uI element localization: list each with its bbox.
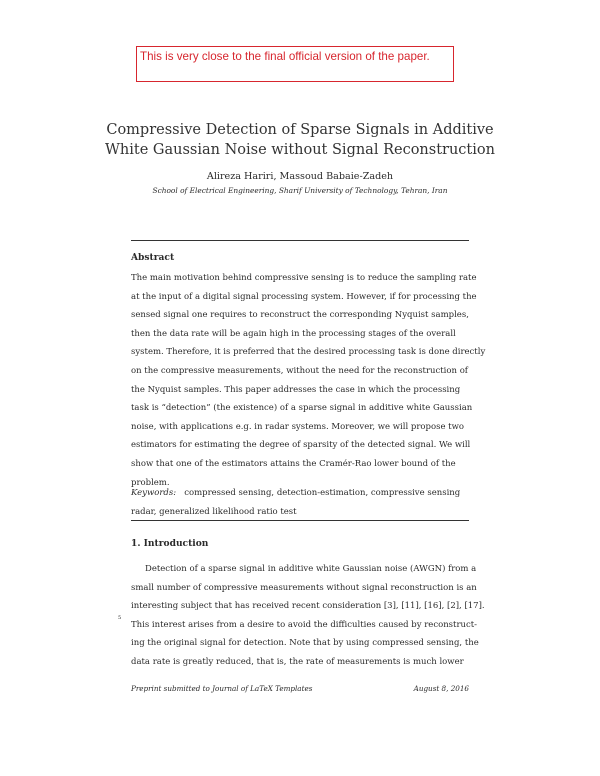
keywords-label: Keywords: [131,488,177,498]
intro-line: This interest arises from a desire to avoid the difficulties caused by reconstruct- [131,619,478,630]
abstract-line: on the compressive measurements, without the need for the reconstruction of [131,365,468,376]
keywords [131,484,469,521]
preprint-note: Preprint submitted to Journal of LaTeX Templates [131,684,313,693]
abstract-line: then the data rate will be again high in the processing stages of the overall [131,328,456,339]
version-notice: This is very close to the final official version of the paper. [140,50,430,63]
abstract-line: noise, with applications e.g. in radar systems. Moreover, we will propose two [131,421,464,432]
authors: Alireza Hariri, Massoud Babaie-Zadeh [206,171,394,182]
version-notice-box [136,46,454,82]
abstract-line: sensed signal one requires to reconstruct the corresponding Nyquist samples, [131,310,469,321]
line-number: 5 [118,615,122,621]
abstract-line: at the input of a digital signal processing system. However, if for processing the [131,291,477,302]
abstract-top-rule [131,240,469,241]
intro-line: interesting subject that has received recent consideration [3], [11], [16], [2], [17]. [131,601,485,612]
keywords-text: compressed sensing, detection-estimation, compressive sensing [184,488,461,498]
introduction-body [131,560,485,672]
keywords-line: radar, generalized likelihood ratio test [131,506,297,517]
abstract-heading: Abstract [131,252,175,263]
abstract-line: problem. [131,477,170,488]
abstract-bottom-rule [131,520,469,521]
intro-line: small number of compressive measurements without signal reconstruction is an [131,582,477,593]
abstract-line: show that one of the estimators attains the Cramér-Rao lower bound of the [131,458,456,469]
abstract-line: The main motivation behind compressive sensing is to reduce the sampling rate [131,273,477,283]
intro-line: data rate is greatly reduced, that is, the rate of measurements is much lower [131,656,464,667]
section-heading: 1. Introduction [131,538,209,549]
abstract-line: system. Therefore, it is preferred that the desired processing task is done directly [131,347,486,358]
paper-title [100,120,500,160]
title-line: Compressive Detection of Sparse Signals in Additive [106,122,494,138]
preprint-date: August 8, 2016 [413,684,469,693]
affiliation: School of Electrical Engineering, Sharif University of Technology, Tehran, Iran [152,186,448,195]
abstract-line: estimators for estimating the degree of sparsity of the detected signal. We will [131,440,471,451]
title-line: White Gaussian Noise without Signal Reconstruction [105,142,495,158]
abstract-line: task is “detection” (the existence) of a sparse signal in additive white Gaussian [131,403,473,414]
intro-line: Detection of a sparse signal in additive white Gaussian noise (AWGN) from a [145,564,477,574]
abstract-line: the Nyquist samples. This paper addresses the case in which the processing [131,384,461,395]
intro-line: ing the original signal for detection. Note that by using compressed sensing, the [131,638,479,649]
abstract-body [131,269,486,492]
keywords-line [131,484,469,503]
